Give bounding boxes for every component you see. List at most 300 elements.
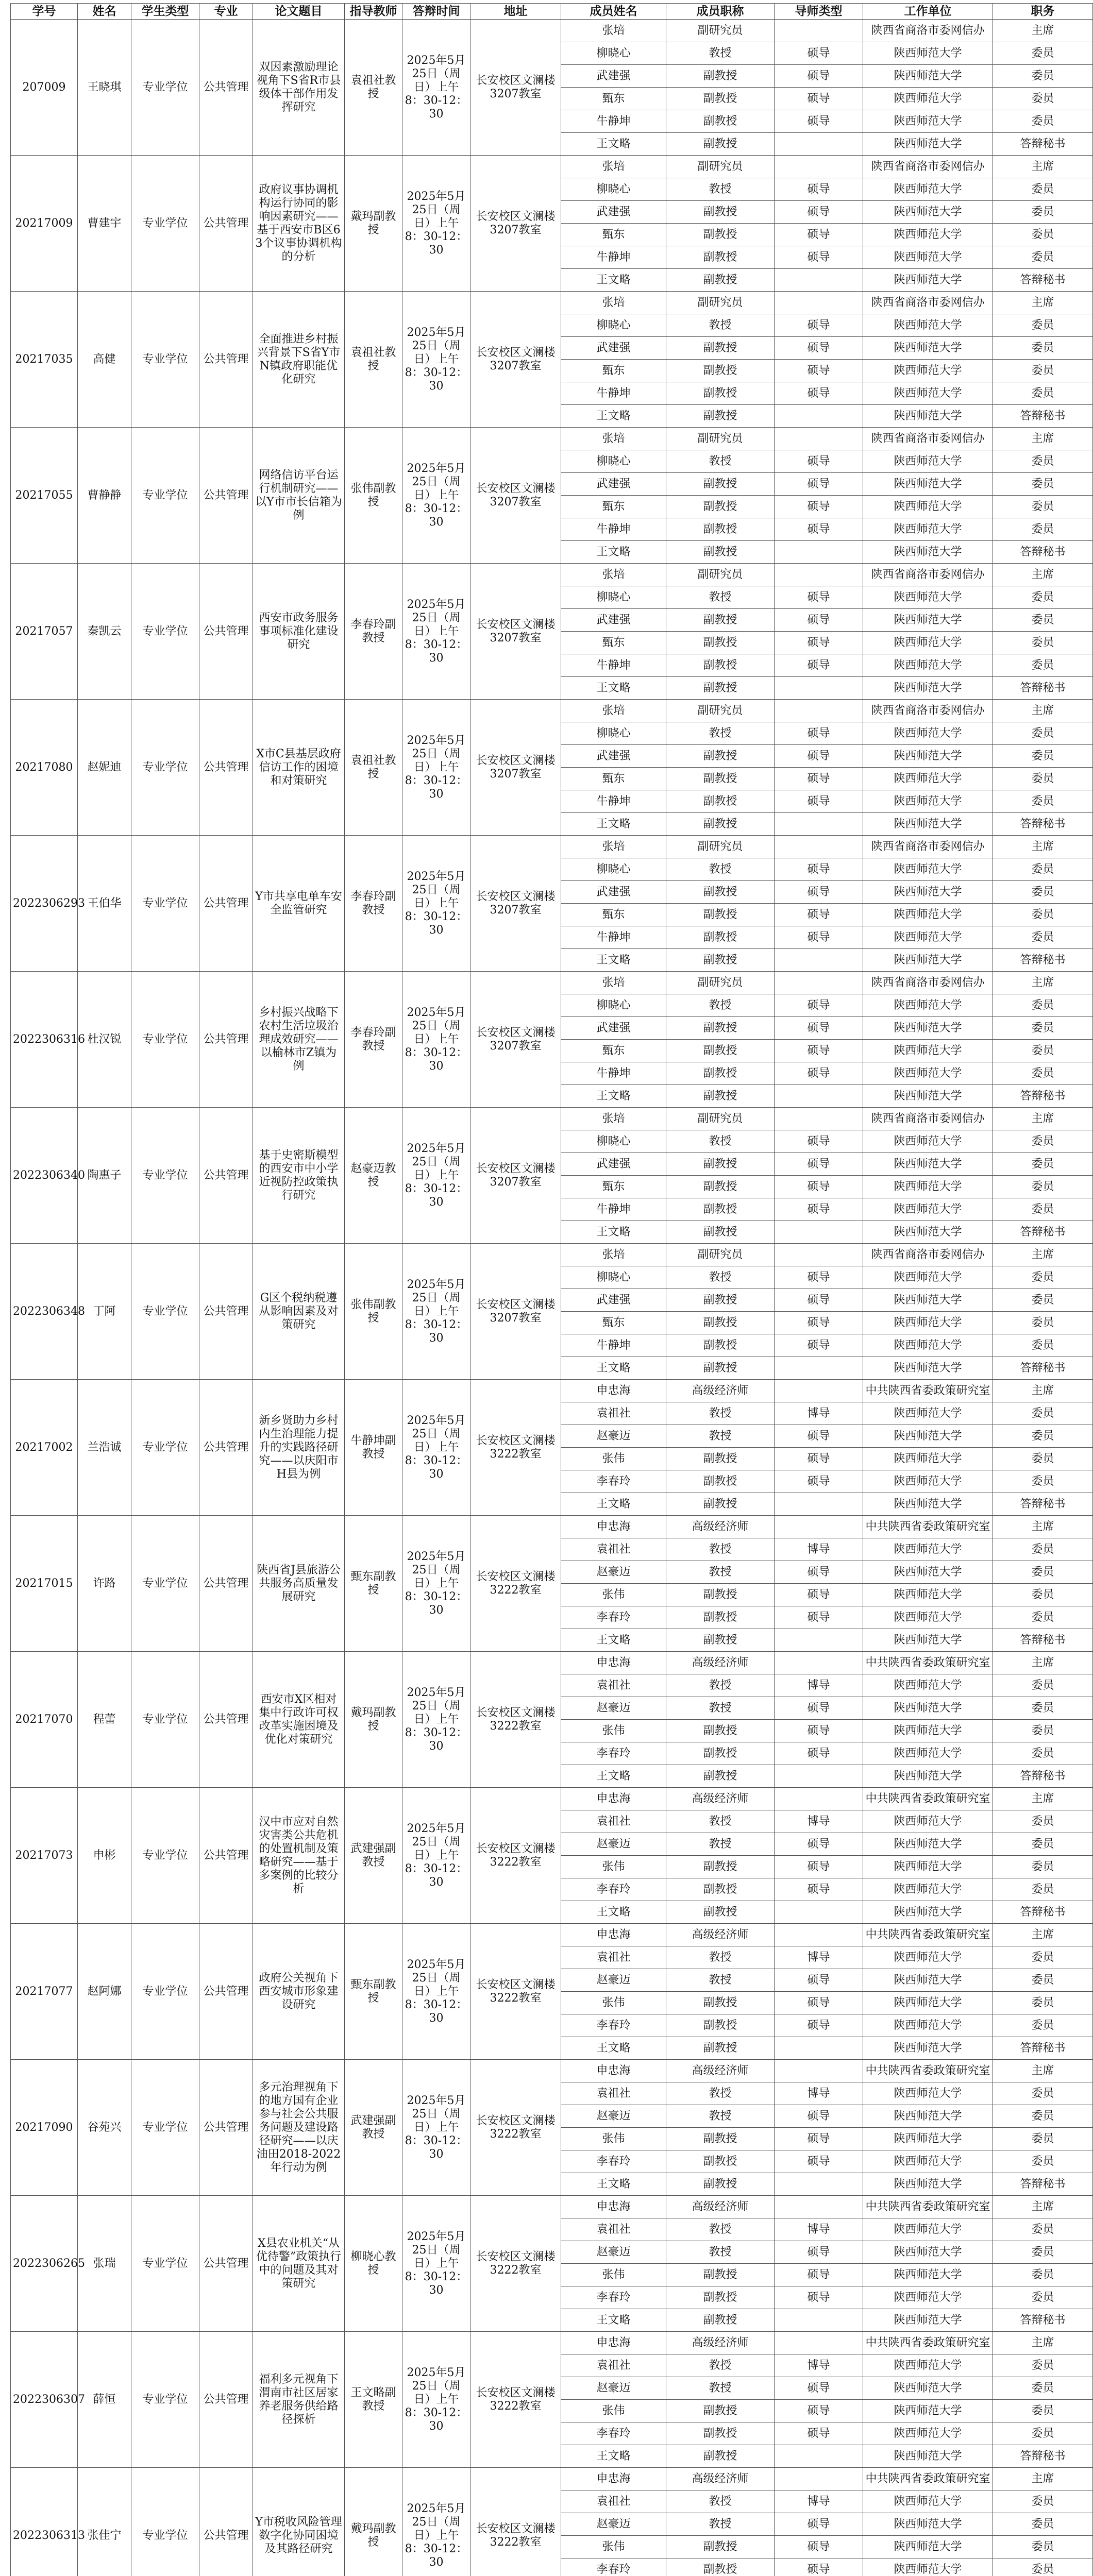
member-work-unit: 陕西师范大学 — [863, 2490, 993, 2513]
member-tutor-type: 硕导 — [775, 2264, 863, 2286]
header-student-type: 学生类型 — [131, 4, 199, 20]
member-rank: 副教授 — [666, 1017, 775, 1040]
member-rank: 教授 — [666, 1810, 775, 1833]
member-name: 袁祖社 — [561, 2490, 666, 2513]
member-name: 张伟 — [561, 1856, 666, 1878]
member-role: 委员 — [993, 1561, 1093, 1584]
member-name: 甄东 — [561, 1312, 666, 1334]
student-name: 曹建宇 — [78, 156, 131, 292]
defense-address: 长安校区文澜楼3207教室 — [470, 20, 561, 156]
member-rank: 副研究员 — [666, 972, 775, 994]
member-role: 委员 — [993, 2536, 1093, 2558]
member-rank: 教授 — [666, 1266, 775, 1289]
member-role: 委员 — [993, 1017, 1093, 1040]
member-role: 委员 — [993, 1470, 1093, 1493]
member-work-unit: 陕西师范大学 — [863, 178, 993, 201]
member-tutor-type — [775, 972, 863, 994]
member-role: 委员 — [993, 926, 1093, 949]
member-name: 甄东 — [561, 904, 666, 926]
student-name: 曹静静 — [78, 428, 131, 564]
member-tutor-type — [775, 1901, 863, 1924]
student-id: 2022306316 — [11, 972, 78, 1108]
student-major: 公共管理 — [199, 1380, 253, 1516]
member-tutor-type: 博导 — [775, 2354, 863, 2377]
member-tutor-type — [775, 2196, 863, 2218]
member-name: 赵豪迈 — [561, 1969, 666, 1992]
member-role: 委员 — [993, 2513, 1093, 2536]
student-id: 20217057 — [11, 564, 78, 700]
header-member-rank: 成员职称 — [666, 4, 775, 20]
member-role: 委员 — [993, 2150, 1093, 2173]
member-tutor-type — [775, 2332, 863, 2354]
member-role: 主席 — [993, 2468, 1093, 2490]
member-work-unit: 中共陕西省委政策研究室 — [863, 1924, 993, 1946]
member-work-unit: 陕西师范大学 — [863, 1402, 993, 1425]
member-tutor-type: 硕导 — [775, 1720, 863, 1742]
student-row — [11, 292, 1093, 314]
member-work-unit: 陕西师范大学 — [863, 949, 993, 972]
member-role: 委员 — [993, 450, 1093, 473]
member-work-unit: 陕西师范大学 — [863, 745, 993, 768]
advisor: 王文略副教授 — [345, 2332, 402, 2468]
student-name: 陶惠子 — [78, 1108, 131, 1244]
member-role: 主席 — [993, 2060, 1093, 2082]
member-rank: 副教授 — [666, 1176, 775, 1198]
member-work-unit: 陕西师范大学 — [863, 518, 993, 541]
student-type: 专业学位 — [131, 292, 199, 428]
student-id: 2022306348 — [11, 1244, 78, 1380]
member-name: 武建强 — [561, 337, 666, 360]
thesis-title: 新乡贤助力乡村内生治理能力提升的实践路径研究——以庆阳市H县为例 — [253, 1380, 345, 1516]
member-work-unit: 陕西师范大学 — [863, 496, 993, 518]
header-tutor-type: 导师类型 — [775, 4, 863, 20]
member-work-unit: 陕西师范大学 — [863, 858, 993, 881]
member-tutor-type — [775, 1924, 863, 1946]
member-rank: 教授 — [666, 42, 775, 65]
member-tutor-type: 硕导 — [775, 1334, 863, 1357]
member-rank: 副教授 — [666, 609, 775, 632]
member-name: 武建强 — [561, 1289, 666, 1312]
member-tutor-type: 硕导 — [775, 722, 863, 745]
student-major: 公共管理 — [199, 1516, 253, 1652]
member-name: 王文略 — [561, 541, 666, 564]
member-role: 委员 — [993, 224, 1093, 246]
member-name: 王文略 — [561, 2173, 666, 2196]
student-type: 专业学位 — [131, 20, 199, 156]
member-name: 申忠海 — [561, 1516, 666, 1538]
member-work-unit: 陕西师范大学 — [863, 450, 993, 473]
defense-address: 长安校区文澜楼3207教室 — [470, 700, 561, 836]
member-tutor-type: 硕导 — [775, 2536, 863, 2558]
member-work-unit: 陕西师范大学 — [863, 2241, 993, 2264]
member-work-unit: 中共陕西省委政策研究室 — [863, 2060, 993, 2082]
member-role: 委员 — [993, 382, 1093, 405]
member-name: 武建强 — [561, 881, 666, 904]
advisor: 袁祖社教授 — [345, 20, 402, 156]
member-rank: 副教授 — [666, 1198, 775, 1221]
member-work-unit: 陕西师范大学 — [863, 88, 993, 110]
member-name: 王文略 — [561, 1493, 666, 1516]
member-name: 张伟 — [561, 2536, 666, 2558]
member-rank: 副教授 — [666, 2536, 775, 2558]
header-role: 职务 — [993, 4, 1093, 20]
member-tutor-type: 硕导 — [775, 1697, 863, 1720]
member-work-unit: 陕西师范大学 — [863, 654, 993, 677]
member-rank: 副教授 — [666, 2286, 775, 2309]
thesis-title: 西安市政务服务事项标准化建设研究 — [253, 564, 345, 700]
member-name: 武建强 — [561, 473, 666, 496]
member-role: 委员 — [993, 768, 1093, 790]
member-work-unit: 中共陕西省委政策研究室 — [863, 1788, 993, 1810]
defense-address: 长安校区文澜楼3222教室 — [470, 1380, 561, 1516]
member-work-unit: 陕西省商洛市委网信办 — [863, 564, 993, 586]
member-tutor-type: 博导 — [775, 2082, 863, 2105]
member-rank: 副教授 — [666, 1448, 775, 1470]
member-work-unit: 陕西师范大学 — [863, 1992, 993, 2014]
member-role: 委员 — [993, 1992, 1093, 2014]
member-work-unit: 陕西师范大学 — [863, 926, 993, 949]
member-role: 委员 — [993, 360, 1093, 382]
member-role: 委员 — [993, 2082, 1093, 2105]
member-tutor-type: 硕导 — [775, 201, 863, 224]
member-role: 委员 — [993, 1833, 1093, 1856]
member-role: 主席 — [993, 2332, 1093, 2354]
member-tutor-type — [775, 2309, 863, 2332]
student-id: 2022306265 — [11, 2196, 78, 2332]
member-name: 赵豪迈 — [561, 2105, 666, 2128]
member-rank: 副研究员 — [666, 1244, 775, 1266]
member-tutor-type — [775, 1108, 863, 1130]
member-rank: 副教授 — [666, 1493, 775, 1516]
member-rank: 副教授 — [666, 2558, 775, 2576]
advisor: 袁祖社教授 — [345, 700, 402, 836]
member-rank: 副教授 — [666, 1720, 775, 1742]
member-rank: 副教授 — [666, 382, 775, 405]
header-advisor: 指导教师 — [345, 4, 402, 20]
member-work-unit: 陕西师范大学 — [863, 2105, 993, 2128]
member-work-unit: 陕西师范大学 — [863, 541, 993, 564]
member-name: 柳晓心 — [561, 858, 666, 881]
student-id: 2022306307 — [11, 2332, 78, 2468]
member-rank: 教授 — [666, 994, 775, 1017]
member-rank: 教授 — [666, 178, 775, 201]
member-role: 答辩秘书 — [993, 1221, 1093, 1244]
member-tutor-type — [775, 836, 863, 858]
member-rank: 副教授 — [666, 654, 775, 677]
member-work-unit: 陕西师范大学 — [863, 269, 993, 292]
member-work-unit: 陕西师范大学 — [863, 201, 993, 224]
advisor: 袁祖社教授 — [345, 292, 402, 428]
member-name: 武建强 — [561, 745, 666, 768]
member-tutor-type: 硕导 — [775, 904, 863, 926]
member-rank: 副教授 — [666, 1629, 775, 1652]
student-name: 申彬 — [78, 1788, 131, 1924]
member-rank: 副研究员 — [666, 1108, 775, 1130]
member-name: 李春玲 — [561, 1742, 666, 1765]
member-role: 委员 — [993, 1062, 1093, 1085]
member-tutor-type: 博导 — [775, 1402, 863, 1425]
member-work-unit: 陕西省商洛市委网信办 — [863, 1244, 993, 1266]
student-name: 赵妮迪 — [78, 700, 131, 836]
member-rank: 副教授 — [666, 269, 775, 292]
member-tutor-type — [775, 1221, 863, 1244]
member-name: 李春玲 — [561, 2422, 666, 2445]
member-name: 甄东 — [561, 1040, 666, 1062]
student-id: 20217070 — [11, 1652, 78, 1788]
member-name: 张培 — [561, 700, 666, 722]
member-name: 王文略 — [561, 1629, 666, 1652]
member-rank: 教授 — [666, 1674, 775, 1697]
member-rank: 教授 — [666, 586, 775, 609]
member-tutor-type: 硕导 — [775, 1425, 863, 1448]
member-role: 委员 — [993, 2377, 1093, 2400]
member-work-unit: 陕西师范大学 — [863, 1085, 993, 1108]
member-role: 委员 — [993, 1266, 1093, 1289]
student-id: 20217002 — [11, 1380, 78, 1516]
member-name: 赵豪迈 — [561, 1833, 666, 1856]
student-major: 公共管理 — [199, 428, 253, 564]
member-tutor-type: 硕导 — [775, 42, 863, 65]
student-type: 专业学位 — [131, 1652, 199, 1788]
member-tutor-type: 硕导 — [775, 2241, 863, 2264]
student-row — [11, 1516, 1093, 1538]
member-role: 委员 — [993, 2264, 1093, 2286]
member-work-unit: 陕西师范大学 — [863, 2400, 993, 2422]
student-type: 专业学位 — [131, 1924, 199, 2060]
member-tutor-type — [775, 269, 863, 292]
thesis-title: 双因素激励理论视角下S省R市县级体干部作用发挥研究 — [253, 20, 345, 156]
member-work-unit: 陕西师范大学 — [863, 609, 993, 632]
member-tutor-type: 硕导 — [775, 858, 863, 881]
member-tutor-type: 硕导 — [775, 994, 863, 1017]
member-role: 委员 — [993, 1697, 1093, 1720]
student-major: 公共管理 — [199, 972, 253, 1108]
member-tutor-type: 硕导 — [775, 768, 863, 790]
member-tutor-type — [775, 1652, 863, 1674]
member-rank: 副教授 — [666, 1606, 775, 1629]
member-tutor-type — [775, 133, 863, 156]
student-major: 公共管理 — [199, 2060, 253, 2196]
defense-time: 2025年5月25日（周日）上午8：30-12：30 — [402, 2332, 470, 2468]
member-role: 答辩秘书 — [993, 1085, 1093, 1108]
member-name: 牛静坤 — [561, 654, 666, 677]
member-work-unit: 陕西师范大学 — [863, 2558, 993, 2576]
member-role: 委员 — [993, 722, 1093, 745]
member-tutor-type: 硕导 — [775, 745, 863, 768]
member-work-unit: 陕西师范大学 — [863, 2037, 993, 2060]
member-tutor-type: 硕导 — [775, 2105, 863, 2128]
member-role: 委员 — [993, 994, 1093, 1017]
member-role: 委员 — [993, 1856, 1093, 1878]
member-rank: 高级经济师 — [666, 2196, 775, 2218]
member-tutor-type: 硕导 — [775, 1153, 863, 1176]
member-work-unit: 陕西省商洛市委网信办 — [863, 972, 993, 994]
student-row — [11, 20, 1093, 42]
thesis-title: Y市共享电单车安全监管研究 — [253, 836, 345, 972]
member-tutor-type: 硕导 — [775, 88, 863, 110]
member-name: 王文略 — [561, 1221, 666, 1244]
advisor: 李春玲副教授 — [345, 972, 402, 1108]
student-id: 2022306313 — [11, 2468, 78, 2576]
member-tutor-type: 硕导 — [775, 178, 863, 201]
thesis-title: 政府公关视角下西安城市形象建设研究 — [253, 1924, 345, 2060]
thesis-title: 网络信访平台运行机制研究——以Y市市长信箱为例 — [253, 428, 345, 564]
member-work-unit: 陕西师范大学 — [863, 2150, 993, 2173]
member-tutor-type — [775, 20, 863, 42]
member-tutor-type — [775, 2468, 863, 2490]
member-work-unit: 陕西师范大学 — [863, 1017, 993, 1040]
student-row — [11, 564, 1093, 586]
member-tutor-type: 硕导 — [775, 496, 863, 518]
student-row — [11, 836, 1093, 858]
defense-address: 长安校区文澜楼3207教室 — [470, 564, 561, 700]
member-name: 王文略 — [561, 949, 666, 972]
student-type: 专业学位 — [131, 972, 199, 1108]
member-work-unit: 陕西师范大学 — [863, 632, 993, 654]
member-name: 李春玲 — [561, 1878, 666, 1901]
member-rank: 副教授 — [666, 1062, 775, 1085]
student-id: 20217090 — [11, 2060, 78, 2196]
member-name: 武建强 — [561, 201, 666, 224]
member-role: 委员 — [993, 1742, 1093, 1765]
member-name: 甄东 — [561, 224, 666, 246]
student-major: 公共管理 — [199, 156, 253, 292]
member-work-unit: 陕西师范大学 — [863, 2082, 993, 2105]
member-role: 答辩秘书 — [993, 1493, 1093, 1516]
member-rank: 副教授 — [666, 224, 775, 246]
member-rank: 教授 — [666, 1697, 775, 1720]
thesis-title: X市C县基层政府信访工作的困境和对策研究 — [253, 700, 345, 836]
member-tutor-type: 硕导 — [775, 1266, 863, 1289]
member-tutor-type — [775, 813, 863, 836]
member-name: 李春玲 — [561, 2286, 666, 2309]
advisor: 李春玲副教授 — [345, 836, 402, 972]
member-rank: 高级经济师 — [666, 2468, 775, 2490]
thesis-title: 基于史密斯模型的西安市中小学近视防控政策执行研究 — [253, 1108, 345, 1244]
member-work-unit: 陕西师范大学 — [863, 994, 993, 1017]
member-role: 委员 — [993, 1538, 1093, 1561]
member-tutor-type: 博导 — [775, 1674, 863, 1697]
member-role: 委员 — [993, 2014, 1093, 2037]
member-rank: 教授 — [666, 2354, 775, 2377]
member-work-unit: 陕西师范大学 — [863, 1062, 993, 1085]
member-tutor-type: 硕导 — [775, 1584, 863, 1606]
member-name: 张伟 — [561, 2400, 666, 2422]
defense-address: 长安校区文澜楼3222教室 — [470, 2468, 561, 2576]
member-name: 王文略 — [561, 1901, 666, 1924]
member-role: 答辩秘书 — [993, 1357, 1093, 1380]
member-name: 赵豪迈 — [561, 2513, 666, 2536]
header-thesis-title: 论文题目 — [253, 4, 345, 20]
member-role: 主席 — [993, 1924, 1093, 1946]
student-name: 许路 — [78, 1516, 131, 1652]
member-role: 委员 — [993, 1153, 1093, 1176]
member-role: 委员 — [993, 1674, 1093, 1697]
member-rank: 副教授 — [666, 65, 775, 88]
member-work-unit: 陕西师范大学 — [863, 1810, 993, 1833]
member-rank: 副教授 — [666, 2445, 775, 2468]
member-tutor-type: 硕导 — [775, 1017, 863, 1040]
member-name: 牛静坤 — [561, 790, 666, 813]
member-name: 甄东 — [561, 632, 666, 654]
member-name: 柳晓心 — [561, 42, 666, 65]
member-rank: 副教授 — [666, 2264, 775, 2286]
member-tutor-type: 硕导 — [775, 1312, 863, 1334]
member-rank: 副教授 — [666, 1856, 775, 1878]
member-rank: 教授 — [666, 1946, 775, 1969]
student-row — [11, 2332, 1093, 2354]
member-role: 委员 — [993, 904, 1093, 926]
member-name: 张伟 — [561, 1584, 666, 1606]
member-work-unit: 陕西师范大学 — [863, 2536, 993, 2558]
advisor: 武建强副教授 — [345, 2060, 402, 2196]
member-name: 牛静坤 — [561, 382, 666, 405]
student-type: 专业学位 — [131, 2468, 199, 2576]
member-name: 张培 — [561, 20, 666, 42]
member-name: 袁祖社 — [561, 1946, 666, 1969]
student-id: 20217055 — [11, 428, 78, 564]
member-tutor-type: 硕导 — [775, 1198, 863, 1221]
defense-address: 长安校区文澜楼3207教室 — [470, 292, 561, 428]
member-tutor-type — [775, 1380, 863, 1402]
member-rank: 教授 — [666, 1402, 775, 1425]
member-work-unit: 陕西师范大学 — [863, 1629, 993, 1652]
student-id: 207009 — [11, 20, 78, 156]
member-role: 答辩秘书 — [993, 2445, 1093, 2468]
member-tutor-type: 硕导 — [775, 1969, 863, 1992]
member-role: 委员 — [993, 110, 1093, 133]
member-rank: 副研究员 — [666, 156, 775, 178]
member-work-unit: 陕西师范大学 — [863, 677, 993, 700]
member-work-unit: 陕西师范大学 — [863, 1425, 993, 1448]
member-tutor-type — [775, 405, 863, 428]
member-name: 武建强 — [561, 609, 666, 632]
member-rank: 教授 — [666, 2218, 775, 2241]
member-rank: 教授 — [666, 2105, 775, 2128]
member-rank: 副教授 — [666, 541, 775, 564]
member-rank: 副教授 — [666, 2014, 775, 2037]
member-rank: 副教授 — [666, 496, 775, 518]
member-work-unit: 陕西师范大学 — [863, 2354, 993, 2377]
member-tutor-type: 硕导 — [775, 518, 863, 541]
member-work-unit: 陕西师范大学 — [863, 2445, 993, 2468]
member-tutor-type — [775, 2060, 863, 2082]
member-name: 牛静坤 — [561, 926, 666, 949]
member-role: 主席 — [993, 428, 1093, 450]
student-major: 公共管理 — [199, 1652, 253, 1788]
member-name: 王文略 — [561, 405, 666, 428]
thesis-title: 多元治理视角下的地方国有企业参与社会公共服务问题及建设路径研究——以庆油田2018-2022年行动为例 — [253, 2060, 345, 2196]
member-role: 委员 — [993, 1810, 1093, 1833]
student-row — [11, 700, 1093, 722]
member-tutor-type — [775, 949, 863, 972]
member-work-unit: 陕西省商洛市委网信办 — [863, 836, 993, 858]
member-rank: 教授 — [666, 1130, 775, 1153]
member-name: 甄东 — [561, 1176, 666, 1198]
member-tutor-type: 硕导 — [775, 110, 863, 133]
thesis-title: 福利多元视角下渭南市社区居家养老服务供给路径探析 — [253, 2332, 345, 2468]
member-work-unit: 陕西师范大学 — [863, 813, 993, 836]
student-type: 专业学位 — [131, 1108, 199, 1244]
member-rank: 副教授 — [666, 677, 775, 700]
student-name: 程蕾 — [78, 1652, 131, 1788]
student-name: 赵阿娜 — [78, 1924, 131, 2060]
member-name: 袁祖社 — [561, 1402, 666, 1425]
member-rank: 副教授 — [666, 133, 775, 156]
member-work-unit: 陕西师范大学 — [863, 1289, 993, 1312]
member-role: 委员 — [993, 858, 1093, 881]
member-role: 主席 — [993, 1516, 1093, 1538]
